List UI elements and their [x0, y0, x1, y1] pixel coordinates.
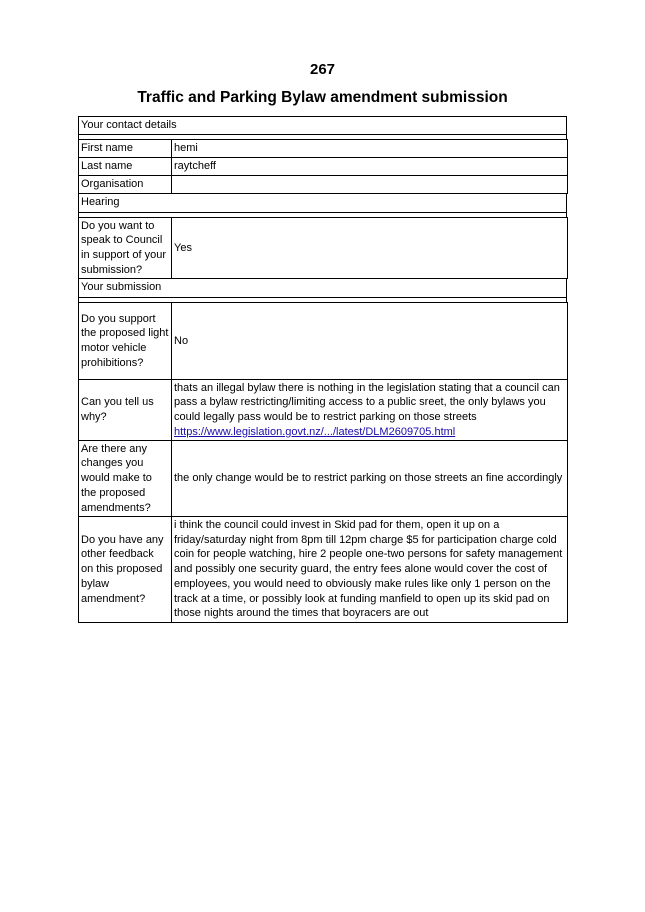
- document-title: Traffic and Parking Bylaw amendment submission: [137, 89, 508, 106]
- section-heading-contact: Your contact details: [78, 116, 567, 135]
- table-row: [79, 176, 568, 194]
- hearing-table: [78, 217, 568, 279]
- table-row: [79, 517, 568, 623]
- first-name-label: First name: [79, 140, 172, 158]
- reason-cell: [172, 380, 568, 441]
- other-feedback-value: i think the council could invest in Skid pad for them, open it up on a friday/saturday night from 8pm till 12pm charge $5 for participation charge cold coin for people watching, hire 2 people one-two persons for safety management and possibly one security guard, the entry fees alone would cover the cost of employees, you would need to obviously make rules like only 1 person on the track at a time, or possibly look at funding manfield to open up its skid pad on those nights around the times that boyracers are out: [172, 517, 568, 623]
- support-prohibitions-value: No: [172, 303, 568, 380]
- reason-label: Can you tell us why?: [79, 380, 172, 441]
- submission-form: [78, 116, 567, 623]
- table-row: [79, 380, 568, 441]
- speak-to-council-value: Yes: [172, 218, 568, 279]
- last-name-value: raytcheff: [172, 158, 568, 176]
- other-feedback-label: Do you have any other feedback on this proposed bylaw amendment?: [79, 517, 172, 623]
- changes-label: Are there any changes you would make to the proposed amendments?: [79, 441, 172, 517]
- organisation-value: [172, 176, 568, 194]
- support-prohibitions-label: Do you support the proposed light motor vehicle prohibitions?: [79, 303, 172, 380]
- speak-to-council-label: Do you want to speak to Council in support of your submission?: [79, 218, 172, 279]
- table-row: [79, 140, 568, 158]
- submission-table: [78, 302, 568, 623]
- contact-table: [78, 139, 568, 194]
- legislation-link[interactable]: https://www.legislation.govt.nz/.../latest/DLM2609705.html: [174, 425, 456, 438]
- first-name-value: hemi: [172, 140, 568, 158]
- table-row: [79, 441, 568, 517]
- reason-value: thats an illegal bylaw there is nothing in the legislation stating that a council can pass a bylaw restricting/limiting access to a public sreet, the only bylaws you could legally pass would be to restrict parking on those streets: [174, 381, 560, 423]
- organisation-label: Organisation: [79, 176, 172, 194]
- table-row: [79, 158, 568, 176]
- changes-value: the only change would be to restrict parking on those streets an fine accordingly: [172, 441, 568, 517]
- section-heading-hearing: Hearing: [78, 194, 567, 213]
- section-heading-submission: Your submission: [78, 279, 567, 298]
- table-row: [79, 303, 568, 380]
- last-name-label: Last name: [79, 158, 172, 176]
- table-row: [79, 218, 568, 279]
- page-number: 267: [309, 61, 336, 78]
